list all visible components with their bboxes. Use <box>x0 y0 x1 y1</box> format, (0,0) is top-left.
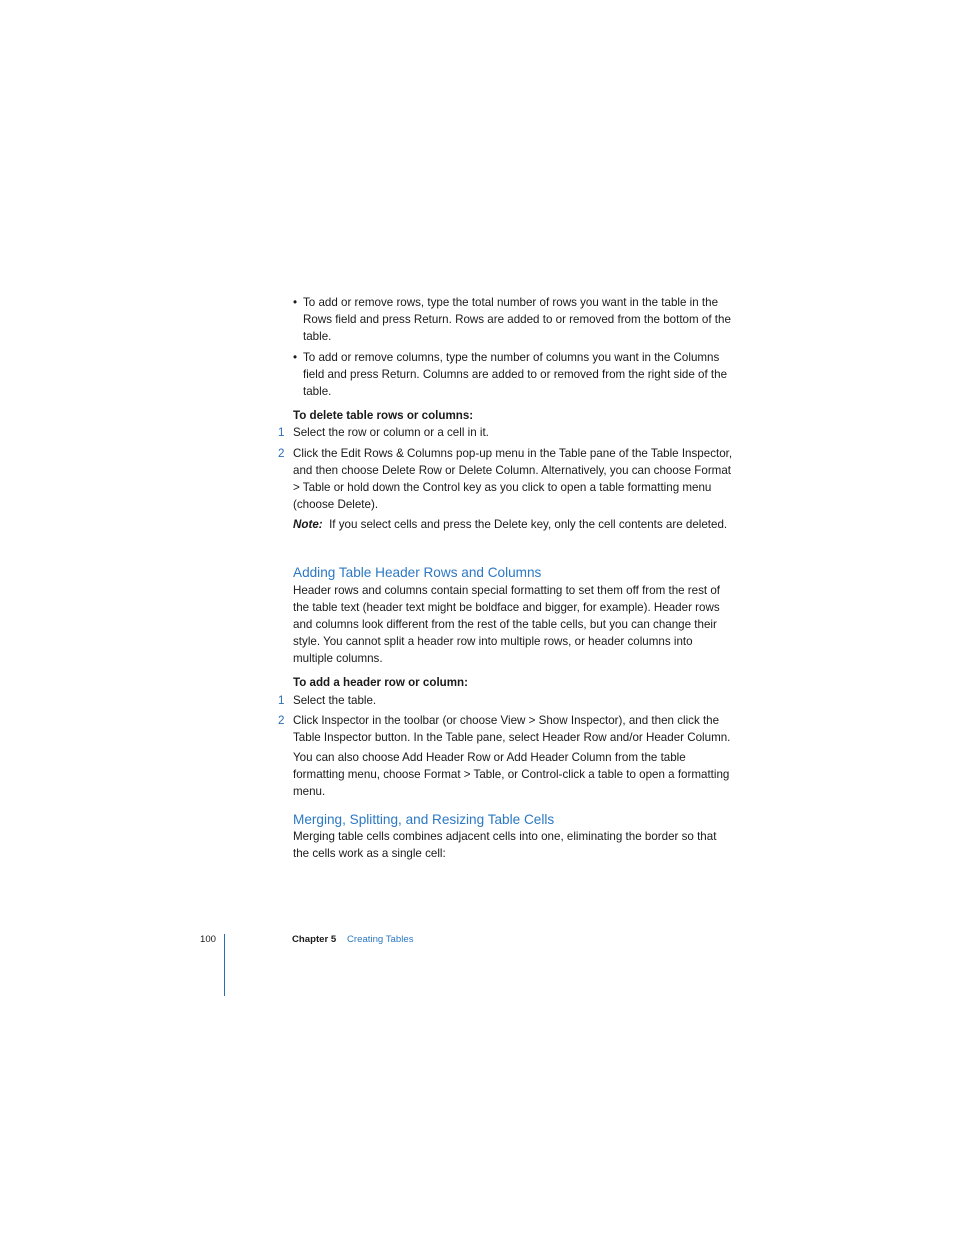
bullet-icon: • <box>293 351 298 364</box>
step-number: 1 <box>278 694 285 707</box>
merge-intro-paragraph: Merging table cells combines adjacent cells into one, eliminating the border so that the cells work as a single cell: <box>293 830 717 861</box>
bullet-list-item <box>293 294 733 345</box>
footer-rule <box>224 934 225 996</box>
step-text: Select the table. <box>293 694 377 707</box>
bullet-icon: • <box>293 296 298 309</box>
page-number: 100 <box>200 934 217 945</box>
step-item <box>278 445 738 513</box>
step-text: Click Inspector in the toolbar (or choose View > Show Inspector), and then click the Table Inspector button. In the Table pane, select Header Row and/or Header Column. <box>293 714 731 745</box>
bullet-text: To add or remove rows, type the total number of rows you want in the table in the Rows field and press Return. Rows are added to or removed from the bottom of the table. <box>303 296 731 344</box>
step-text: Click the Edit Rows & Columns pop-up menu in the Table pane of the Table Inspector, and then choose Delete Row or Delete Column. Alternatively, you can choose Format > Table or hold down the Control key as you click to open a table formatting menu (choose Delete). <box>293 447 733 512</box>
step-number: 1 <box>278 426 285 439</box>
chapter-title-link[interactable]: Creating Tables <box>347 934 414 945</box>
delete-task-label: To delete table rows or columns: <box>293 409 474 422</box>
step-number: 2 <box>278 714 285 727</box>
add-header-task-label: To add a header row or column: <box>293 676 468 689</box>
header-intro-paragraph: Header rows and columns contain special formatting to set them off from the rest of the table text (header text might be boldface and bigger, for example). Header rows and columns look different from the rest of the table cells, but you can change their style. You cannot split a header row into multiple rows, or header columns into multiple columns. <box>293 584 721 666</box>
step-item <box>278 712 738 746</box>
step-text: Select the row or column or a cell in it. <box>293 426 489 439</box>
bullet-text: To add or remove columns, type the number of columns you want in the Columns field and press Return. Columns are added to or removed from the right side of the table. <box>303 351 728 399</box>
header-followup-paragraph: You can also choose Add Header Row or Add Header Column from the table formatting menu, choose Format > Table, or Control-click a table to open a formatting menu. <box>293 751 730 799</box>
note-label: Note: <box>293 518 323 531</box>
section-heading-header-rows: Adding Table Header Rows and Columns <box>293 565 542 580</box>
note-paragraph <box>293 516 733 533</box>
step-number: 2 <box>278 447 285 460</box>
section-heading-merging: Merging, Splitting, and Resizing Table Cells <box>293 812 555 827</box>
step-item <box>278 692 738 709</box>
note-text: If you select cells and press the Delete key, only the cell contents are deleted. <box>329 518 728 531</box>
chapter-label: Chapter 5 <box>292 934 337 945</box>
step-item <box>278 424 738 441</box>
bullet-list-item <box>293 349 733 400</box>
